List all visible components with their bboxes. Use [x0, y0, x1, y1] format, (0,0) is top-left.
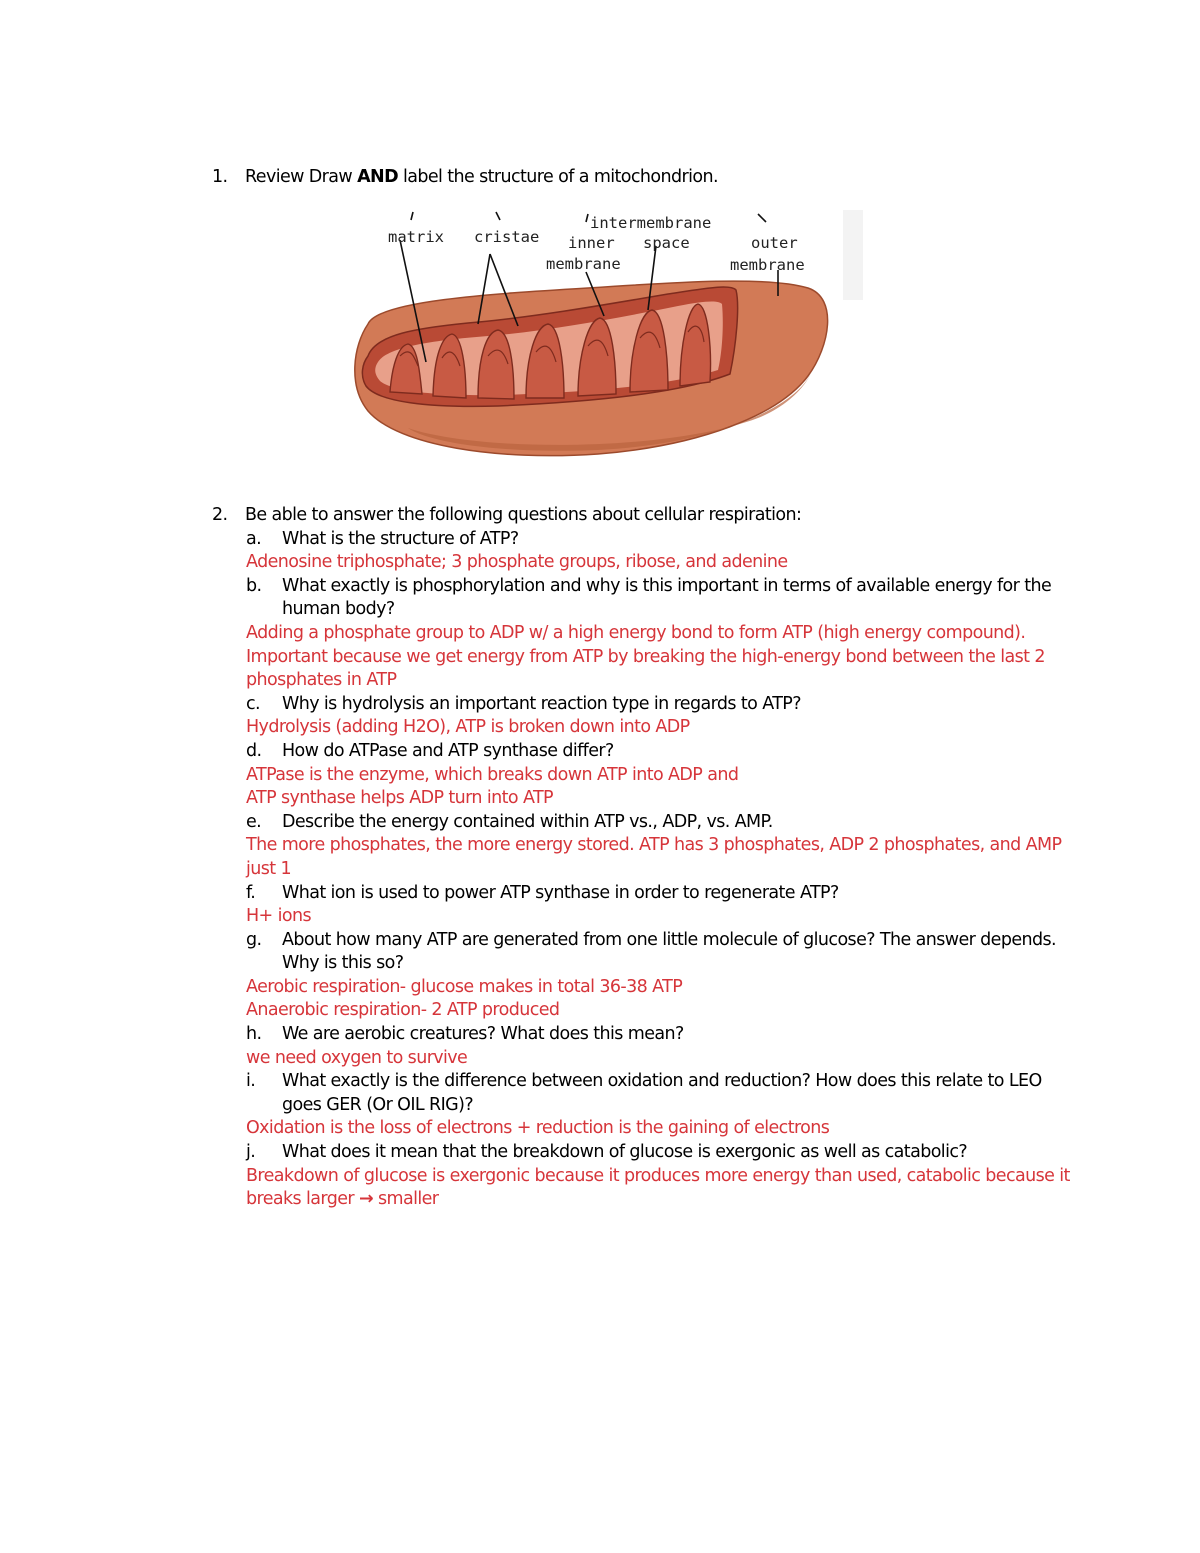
sub-question: e. Describe the energy contained within ATP vs., ADP, vs. AMP.: [246, 811, 773, 832]
label-cristae: cristae: [474, 228, 540, 246]
sub-question: f. What ion is used to power ATP synthase in order to regenerate ATP?: [246, 882, 839, 903]
answer: ATPase is the enzyme, which breaks down ATP into ADP and ATP synthase helps ADP turn into ATP: [246, 764, 739, 809]
sub-question: g. About how many ATP are generated from one little molecule of glucose? The answer depends. Why is this so?: [246, 929, 1056, 974]
answer: Hydrolysis (adding H2O), ATP is broken down into ADP: [246, 717, 690, 738]
question-number: 2.: [212, 505, 228, 525]
question-2: [212, 504, 1075, 1212]
answer: H+ ions: [246, 906, 311, 927]
label-inner-membrane: membrane: [546, 255, 621, 273]
label-space: space: [643, 234, 690, 252]
sub-question: h. We are aerobic creatures? What does this mean?: [246, 1024, 684, 1045]
sub-question: j. What does it mean that the breakdown of glucose is exergonic as well as catabolic?: [246, 1142, 968, 1163]
sub-question: i. What exactly is the difference between oxidation and reduction? How does this relate to LEO goes GER (Or OIL RIG)?: [246, 1071, 1042, 1115]
answer: we need oxygen to survive: [246, 1047, 468, 1068]
answer: Aerobic respiration- glucose makes in total 36-38 ATP Anaerobic respiration- 2 ATP produced: [246, 976, 683, 1021]
answer: The more phosphates, the more energy stored. ATP has 3 phosphates, ADP 2 phosphates, and AMP just 1: [246, 835, 1067, 879]
arrow-right-icon: →: [358, 1189, 374, 1210]
question-text: Review Draw AND label the structure of a mitochondrion.: [245, 167, 718, 187]
question-number: 1.: [212, 167, 228, 187]
answer: Adenosine triphosphate; 3 phosphate groups, ribose, and adenine: [246, 552, 788, 573]
question-text: Be able to answer the following questions about cellular respiration:: [245, 505, 802, 525]
mitochondrion-illustration: [338, 206, 863, 468]
question-1: [212, 167, 718, 187]
label-matrix: matrix: [388, 228, 444, 246]
mitochondrion-diagram: [338, 206, 863, 468]
emphasis-and: AND: [357, 167, 398, 187]
answer: Adding a phosphate group to ADP w/ a high energy bond to form ATP (high energy compound). Important because we get energy from ATP by breaking the high-energy bond between the last 2 phosphates in ATP: [246, 622, 1050, 691]
label-inner: inner: [568, 234, 615, 252]
sub-question: b. What exactly is phosphorylation and why is this important in terms of available energy for the human body?: [246, 575, 1052, 620]
label-intermembrane: intermembrane: [590, 214, 712, 232]
question-2-heading: [212, 504, 1072, 528]
answer: Breakdown of glucose is exergonic because it produces more energy than used, catabolic because it breaks larger → smaller: [246, 1165, 1075, 1210]
label-outer: outer: [751, 234, 798, 252]
sub-question-list: [246, 528, 1075, 1212]
label-outer-membrane: membrane: [730, 256, 805, 274]
sub-question: d. How do ATPase and ATP synthase differ?: [246, 740, 614, 761]
sub-question: c. Why is hydrolysis an important reaction type in regards to ATP?: [246, 693, 801, 714]
sub-question: a. What is the structure of ATP?: [246, 528, 519, 549]
answer: Oxidation is the loss of electrons + reduction is the gaining of electrons: [246, 1118, 830, 1139]
